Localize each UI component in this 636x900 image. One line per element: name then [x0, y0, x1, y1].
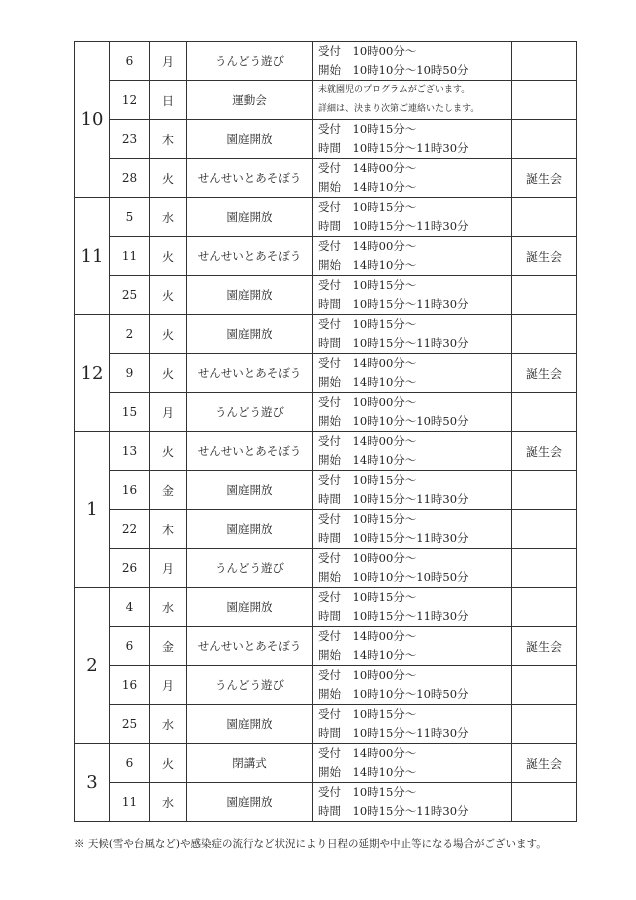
note-cell: 誕生会	[512, 432, 577, 471]
time-cell	[313, 120, 512, 159]
weekday-cell: 火	[150, 237, 187, 276]
note-cell	[512, 705, 577, 744]
time-cell	[313, 315, 512, 354]
schedule-row	[75, 783, 577, 822]
schedule-row	[75, 744, 577, 783]
time-cell	[313, 81, 512, 120]
schedule-row	[75, 159, 577, 198]
note-cell	[512, 276, 577, 315]
schedule-row	[75, 315, 577, 354]
note-cell: 誕生会	[512, 354, 577, 393]
time-line: 時間 10時15分～11時30分	[318, 297, 469, 311]
time-cell	[313, 354, 512, 393]
time-cell	[313, 744, 512, 783]
time-line: 受付 10時15分～	[318, 590, 417, 604]
schedule-row	[75, 510, 577, 549]
note-cell	[512, 783, 577, 822]
month-cell: 10	[75, 42, 110, 198]
time-line: 時間 10時15分～11時30分	[318, 531, 469, 545]
event-cell: せんせいとあそぼう	[187, 432, 313, 471]
weekday-cell: 火	[150, 432, 187, 471]
event-cell: せんせいとあそぼう	[187, 354, 313, 393]
time-line: 時間 10時15分～11時30分	[318, 336, 469, 350]
event-cell: せんせいとあそぼう	[187, 237, 313, 276]
time-line: 受付 10時15分～	[318, 122, 417, 136]
day-cell: 16	[110, 471, 150, 510]
time-line: 受付 10時00分～	[318, 395, 417, 409]
note-cell	[512, 393, 577, 432]
note-cell	[512, 120, 577, 159]
day-cell: 9	[110, 354, 150, 393]
time-line: 受付 14時00分～	[318, 746, 417, 760]
month-cell: 11	[75, 198, 110, 315]
event-cell: 園庭開放	[187, 471, 313, 510]
event-cell: せんせいとあそぼう	[187, 159, 313, 198]
time-line: 受付 10時15分～	[318, 317, 417, 331]
event-cell: 園庭開放	[187, 198, 313, 237]
schedule-row	[75, 393, 577, 432]
time-line: 開始 10時10分～10時50分	[318, 570, 469, 584]
weekday-cell: 月	[150, 666, 187, 705]
weekday-cell: 水	[150, 783, 187, 822]
day-cell: 15	[110, 393, 150, 432]
schedule-row	[75, 432, 577, 471]
event-cell: せんせいとあそぼう	[187, 627, 313, 666]
note-cell	[512, 471, 577, 510]
event-cell: 閉講式	[187, 744, 313, 783]
time-cell	[313, 432, 512, 471]
schedule-row	[75, 42, 577, 81]
event-cell: 園庭開放	[187, 120, 313, 159]
time-line: 時間 10時15分～11時30分	[318, 219, 469, 233]
weekday-cell: 木	[150, 120, 187, 159]
time-line: 受付 14時00分～	[318, 434, 417, 448]
time-line: 未就園児のプログラムがございます。	[318, 85, 471, 95]
day-cell: 16	[110, 666, 150, 705]
event-cell: うんどう遊び	[187, 666, 313, 705]
schedule-row	[75, 705, 577, 744]
schedule-row	[75, 627, 577, 666]
schedule-row	[75, 237, 577, 276]
time-line: 開始 14時10分～	[318, 258, 417, 272]
event-cell: 園庭開放	[187, 276, 313, 315]
time-line: 受付 10時15分～	[318, 200, 417, 214]
month-cell: 2	[75, 588, 110, 744]
time-line: 受付 14時00分～	[318, 161, 417, 175]
time-cell	[313, 237, 512, 276]
day-cell: 2	[110, 315, 150, 354]
event-cell: うんどう遊び	[187, 393, 313, 432]
time-cell	[313, 510, 512, 549]
day-cell: 22	[110, 510, 150, 549]
time-line: 開始 10時10分～10時50分	[318, 687, 469, 701]
month-cell: 12	[75, 315, 110, 432]
time-cell	[313, 42, 512, 81]
time-line: 時間 10時15分～11時30分	[318, 141, 469, 155]
day-cell: 26	[110, 549, 150, 588]
day-cell: 6	[110, 627, 150, 666]
note-cell: 誕生会	[512, 159, 577, 198]
weekday-cell: 火	[150, 276, 187, 315]
note-cell	[512, 315, 577, 354]
weekday-cell: 金	[150, 471, 187, 510]
schedule-row	[75, 588, 577, 627]
event-cell: 園庭開放	[187, 510, 313, 549]
time-line: 受付 10時15分～	[318, 278, 417, 292]
day-cell: 6	[110, 744, 150, 783]
note-cell	[512, 549, 577, 588]
time-cell	[313, 783, 512, 822]
time-cell	[313, 549, 512, 588]
note-cell	[512, 42, 577, 81]
month-cell: 3	[75, 744, 110, 822]
note-cell	[512, 81, 577, 120]
time-line: 受付 14時00分～	[318, 356, 417, 370]
time-cell	[313, 588, 512, 627]
time-cell	[313, 276, 512, 315]
weekday-cell: 金	[150, 627, 187, 666]
time-line: 受付 14時00分～	[318, 239, 417, 253]
time-line: 時間 10時15分～11時30分	[318, 726, 469, 740]
note-cell	[512, 666, 577, 705]
time-line: 開始 14時10分～	[318, 648, 417, 662]
weekday-cell: 木	[150, 510, 187, 549]
event-cell: 園庭開放	[187, 705, 313, 744]
weekday-cell: 月	[150, 549, 187, 588]
day-cell: 11	[110, 783, 150, 822]
weekday-cell: 水	[150, 198, 187, 237]
event-cell: 園庭開放	[187, 783, 313, 822]
event-cell: 運動会	[187, 81, 313, 120]
note-cell: 誕生会	[512, 744, 577, 783]
time-line: 受付 10時00分～	[318, 668, 417, 682]
time-cell	[313, 666, 512, 705]
schedule-row	[75, 354, 577, 393]
event-cell: うんどう遊び	[187, 42, 313, 81]
time-line: 時間 10時15分～11時30分	[318, 609, 469, 623]
time-line: 受付 10時15分～	[318, 512, 417, 526]
schedule-row	[75, 471, 577, 510]
day-cell: 28	[110, 159, 150, 198]
schedule-table	[74, 41, 577, 822]
weekday-cell: 火	[150, 159, 187, 198]
month-cell: 1	[75, 432, 110, 588]
time-line: 開始 10時10分～10時50分	[318, 414, 469, 428]
time-line: 受付 10時15分～	[318, 473, 417, 487]
schedule-row	[75, 198, 577, 237]
weekday-cell: 月	[150, 42, 187, 81]
weekday-cell: 火	[150, 315, 187, 354]
time-line: 受付 10時00分～	[318, 551, 417, 565]
day-cell: 6	[110, 42, 150, 81]
time-line: 詳細は、決まり次第ご連絡いたします。	[318, 104, 480, 114]
time-cell	[313, 198, 512, 237]
note-cell	[512, 198, 577, 237]
time-line: 開始 14時10分～	[318, 180, 417, 194]
footnote: ※ 天候(雪や台風など)や感染症の流行など状況により日程の延期や中止等になる場合がございます。	[74, 838, 547, 850]
note-cell	[512, 510, 577, 549]
schedule-row	[75, 666, 577, 705]
event-cell: うんどう遊び	[187, 549, 313, 588]
schedule-row	[75, 120, 577, 159]
day-cell: 12	[110, 81, 150, 120]
note-cell: 誕生会	[512, 237, 577, 276]
weekday-cell: 水	[150, 705, 187, 744]
day-cell: 25	[110, 276, 150, 315]
day-cell: 13	[110, 432, 150, 471]
time-line: 開始 10時10分～10時50分	[318, 63, 469, 77]
schedule-row	[75, 276, 577, 315]
note-cell: 誕生会	[512, 627, 577, 666]
weekday-cell: 火	[150, 744, 187, 783]
time-line: 開始 14時10分～	[318, 765, 417, 779]
time-cell	[313, 627, 512, 666]
event-cell: 園庭開放	[187, 315, 313, 354]
day-cell: 5	[110, 198, 150, 237]
schedule-row	[75, 81, 577, 120]
day-cell: 25	[110, 705, 150, 744]
schedule-body	[75, 42, 577, 822]
weekday-cell: 月	[150, 393, 187, 432]
time-line: 受付 10時00分～	[318, 44, 417, 58]
note-cell	[512, 588, 577, 627]
schedule-row	[75, 549, 577, 588]
time-line: 受付 10時15分～	[318, 785, 417, 799]
event-cell: 園庭開放	[187, 588, 313, 627]
time-cell	[313, 393, 512, 432]
time-line: 時間 10時15分～11時30分	[318, 492, 469, 506]
time-line: 時間 10時15分～11時30分	[318, 804, 469, 818]
time-cell	[313, 159, 512, 198]
time-line: 受付 10時15分～	[318, 707, 417, 721]
time-cell	[313, 705, 512, 744]
weekday-cell: 日	[150, 81, 187, 120]
time-line: 開始 14時10分～	[318, 375, 417, 389]
time-line: 受付 14時00分～	[318, 629, 417, 643]
weekday-cell: 水	[150, 588, 187, 627]
day-cell: 23	[110, 120, 150, 159]
weekday-cell: 火	[150, 354, 187, 393]
day-cell: 4	[110, 588, 150, 627]
time-line: 開始 14時10分～	[318, 453, 417, 467]
time-cell	[313, 471, 512, 510]
day-cell: 11	[110, 237, 150, 276]
